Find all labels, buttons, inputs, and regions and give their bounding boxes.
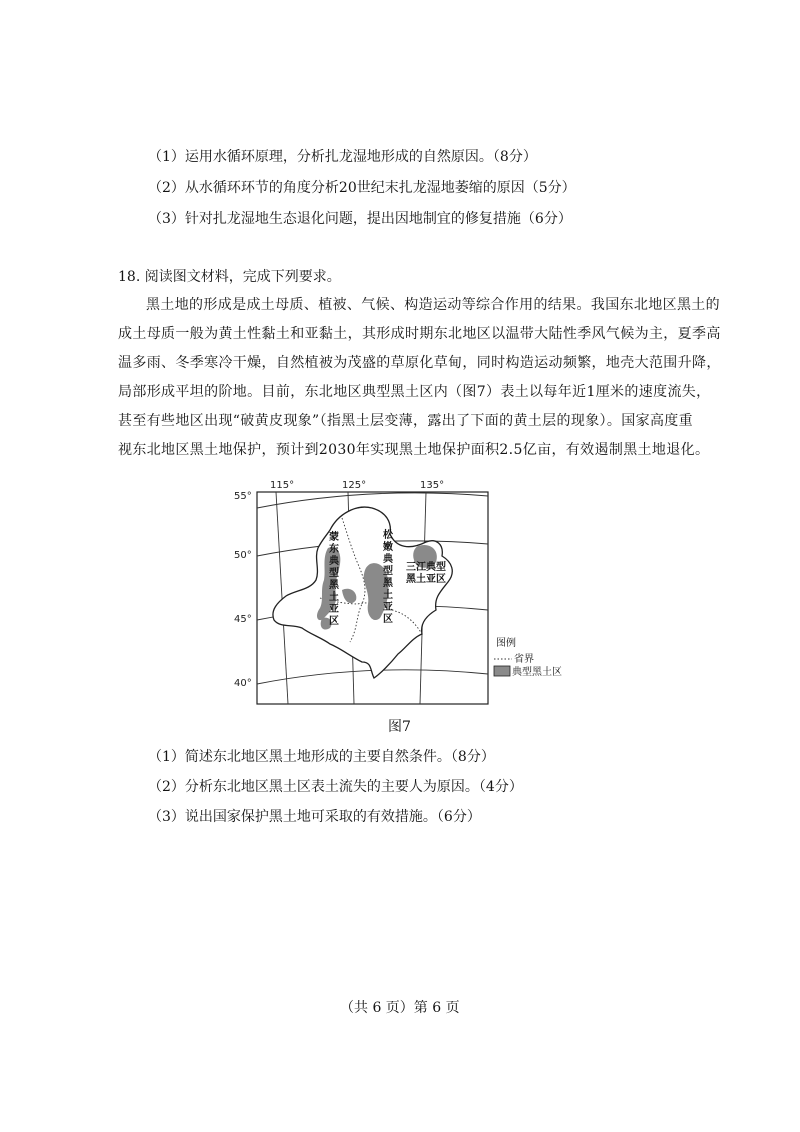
map-legend bbox=[494, 636, 562, 678]
lat-label-55: 55° bbox=[234, 491, 252, 502]
material-line-2: 成土母质一般为黄土性黏土和亚黏土，其形成时期东北地区以温带大陆性季风气候为主，夏季高 bbox=[118, 326, 721, 342]
question-18-1: （1）简述东北地区黑土地形成的主要自然条件。（8分） bbox=[148, 749, 495, 765]
question-18-3: （3）说出国家保护黑土地可采取的有效措施。（6分） bbox=[148, 809, 481, 825]
lon-label-115: 115° bbox=[270, 480, 295, 491]
figure-caption: 图7 bbox=[388, 719, 411, 735]
svg-text:型: 型 bbox=[329, 568, 339, 579]
svg-text:型: 型 bbox=[383, 566, 393, 577]
lon-label-125: 125° bbox=[342, 480, 367, 491]
material-line-5: 甚至有些地区出现“破黄皮现象”（指黑土层变薄，露出了下面的黄土层的现象）。国家高度重 bbox=[118, 413, 694, 429]
svg-text:区: 区 bbox=[383, 614, 393, 625]
west-region-label bbox=[329, 530, 340, 627]
svg-text:黑: 黑 bbox=[329, 580, 339, 591]
parallel-55 bbox=[257, 493, 488, 508]
svg-text:土: 土 bbox=[383, 590, 393, 601]
question-18-material bbox=[118, 291, 721, 465]
svg-text:黑土亚区: 黑土亚区 bbox=[406, 574, 446, 585]
question-18-2: （2）分析东北地区黑土区表土流失的主要人为原因。（4分） bbox=[148, 779, 523, 795]
legend-black-soil-label: 典型黑土区 bbox=[512, 667, 562, 678]
prev-question-2: （2）从水循环环节的角度分析20世纪末扎龙湿地萎缩的原因（5分） bbox=[148, 180, 576, 196]
svg-text:松: 松 bbox=[383, 530, 393, 541]
lat-label-50: 50° bbox=[234, 550, 252, 561]
material-line-1: 黑土地的形成是成土母质、植被、气候、构造运动等综合作用的结果。我国东北地区黑土的 bbox=[146, 297, 720, 313]
svg-text:蒙: 蒙 bbox=[329, 532, 339, 543]
lon-label-135: 135° bbox=[420, 480, 445, 491]
svg-text:三江典型: 三江典型 bbox=[406, 562, 446, 573]
legend-title: 图例 bbox=[496, 638, 516, 649]
northeast-region-outline bbox=[273, 507, 452, 678]
svg-text:黑: 黑 bbox=[383, 578, 393, 589]
legend-black-soil-symbol bbox=[494, 666, 510, 676]
prev-question-1: （1）运用水循环原理，分析扎龙湿地形成的自然原因。（8分） bbox=[148, 149, 537, 165]
svg-text:土: 土 bbox=[329, 592, 339, 603]
prev-question-3: （3）针对扎龙湿地生态退化问题，提出因地制宜的修复措施（6分） bbox=[148, 211, 572, 227]
svg-text:东: 东 bbox=[329, 544, 339, 555]
lat-label-40: 40° bbox=[234, 678, 252, 689]
east-region-label bbox=[406, 560, 446, 585]
svg-text:典: 典 bbox=[329, 556, 339, 567]
question-18-heading: 18. 阅读图文材料，完成下列要求。 bbox=[118, 269, 341, 285]
page-footer: （共 6 页）第 6 页 bbox=[340, 1000, 460, 1016]
svg-text:亚: 亚 bbox=[383, 602, 393, 613]
material-line-3: 温多雨、冬季寒冷干燥，自然植被为茂盛的草原化草甸，同时构造运动频繁，地壳大范围升降， bbox=[118, 355, 721, 371]
middle-region-label bbox=[382, 528, 394, 625]
material-line-6: 视东北地区黑土地保护，预计到2030年实现黑土地保护面积2.5亿亩，有效遏制黑土地退化。 bbox=[118, 442, 710, 458]
svg-text:嫩: 嫩 bbox=[383, 542, 393, 553]
northeast-black-soil-map bbox=[230, 478, 570, 710]
svg-text:亚: 亚 bbox=[329, 604, 339, 615]
svg-text:典: 典 bbox=[383, 554, 393, 565]
legend-boundary-label: 省界 bbox=[514, 654, 534, 665]
lat-label-45: 45° bbox=[234, 614, 252, 625]
material-line-4: 局部形成平坦的阶地。目前，东北地区典型黑土区内（图7）表土以每年近1厘米的速度流失， bbox=[118, 384, 711, 400]
svg-text:区: 区 bbox=[329, 616, 339, 627]
